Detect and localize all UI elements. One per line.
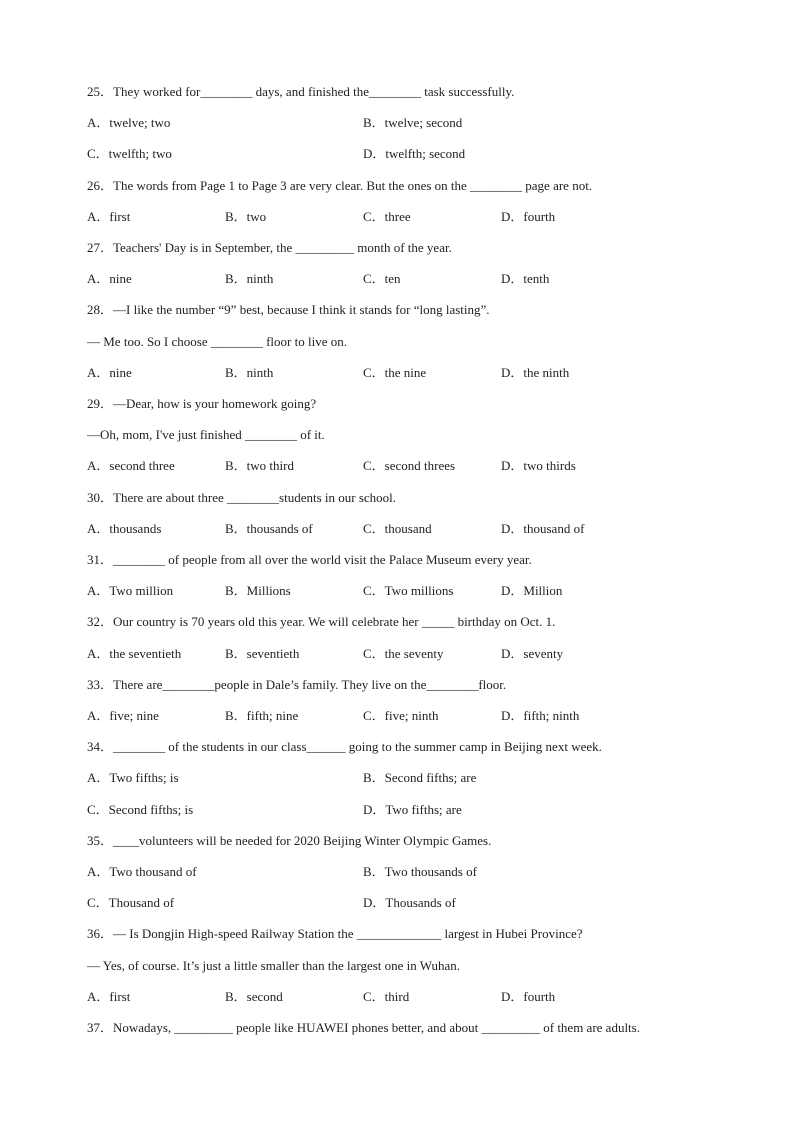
question-31-option: B．Millions	[225, 583, 291, 599]
question-30-option: D．thousand of	[501, 520, 585, 536]
question-32-option: A．the seventieth	[87, 645, 182, 661]
question-33-option: A．five; nine	[87, 708, 159, 723]
question-33-option: B．fifth; nine	[225, 708, 299, 723]
question-35-option: B．Two thousands of	[363, 864, 477, 879]
question-30-option: C．thousand	[363, 520, 432, 536]
question-32-stem-line: 32．Our country is 70 years old this year. We will celebrate her _____ birthday on Oct. 1.	[87, 614, 556, 630]
question-28-option: C．the nine	[363, 364, 427, 380]
question-29-stem-line: 29．—Dear, how is your homework going?	[87, 396, 317, 411]
question-33-option: D．fifth; ninth	[501, 708, 580, 723]
question-36-stem-line: — Yes, of course. It’s just a little smaller than the largest one in Wuhan.	[87, 957, 461, 973]
question-30-option: B．thousands of	[225, 520, 313, 536]
question-27-stem-line: 27．Teachers' Day is in September, the _________ month of the year.	[87, 240, 452, 255]
question-25-option: D．twelfth; second	[363, 146, 466, 162]
question-34-option: C．Second fifths; is	[87, 801, 194, 817]
question-25-option: B．twelve; second	[363, 115, 463, 131]
question-30-stem-line: 30．There are about three ________students in our school.	[87, 489, 397, 505]
question-29-option: A．second three	[87, 458, 175, 474]
question-36-option: D．fourth	[501, 988, 556, 1004]
question-29-stem-line: —Oh, mom, I've just finished ________ of it.	[87, 427, 325, 443]
question-34-option: A．Two fifths; is	[87, 770, 179, 786]
question-28-option: D．the ninth	[501, 364, 570, 380]
question-26-option: D．fourth	[501, 208, 556, 224]
question-31-stem-line: 31．________ of people from all over the world visit the Palace Museum every year.	[87, 552, 532, 567]
question-31-option: D．Million	[501, 583, 563, 599]
question-35-option: C．Thousand of	[87, 895, 175, 911]
question-36-option: B．second	[225, 988, 283, 1004]
question-26-stem-line: 26．The words from Page 1 to Page 3 are very clear. But the ones on the ________ page are not.	[87, 177, 593, 193]
question-32-option: B．seventieth	[225, 645, 300, 661]
question-32-option: C．the seventy	[363, 645, 444, 661]
question-36-stem-line: 36．— Is Dongjin High-speed Railway Station the _____________ largest in Hubei Province?	[87, 926, 583, 942]
question-27-option: B．ninth	[225, 271, 274, 287]
question-28-stem-line: 28．—I like the number “9” best, because I think it stands for “long lasting”.	[87, 302, 490, 318]
question-26-option: A．first	[87, 208, 131, 224]
question-25-option: A．twelve; two	[87, 115, 171, 131]
question-34-stem-line: 34．________ of the students in our class______ going to the summer camp in Beijing next week.	[87, 739, 602, 755]
question-36-option: C．third	[363, 988, 410, 1004]
question-30-option: A．thousands	[87, 520, 162, 536]
question-28-option: B．ninth	[225, 364, 274, 380]
question-31-option: C．Two millions	[363, 583, 454, 599]
question-25-stem-line: 25．They worked for________ days, and finished the________ task successfully.	[87, 84, 515, 99]
question-35-option: D．Thousands of	[363, 895, 456, 911]
question-26-option: B．two	[225, 208, 267, 224]
question-27-option: A．nine	[87, 271, 132, 287]
question-25-option: C．twelfth; two	[87, 146, 172, 162]
question-34-option: D．Two fifths; are	[363, 801, 462, 817]
question-26-option: C．three	[363, 208, 411, 224]
question-27-option: D．tenth	[501, 271, 550, 287]
question-34-option: B．Second fifths; are	[363, 770, 477, 786]
question-33-option: C．five; ninth	[363, 708, 439, 723]
question-33-stem-line: 33．There are________people in Dale’s family. They live on the________floor.	[87, 676, 507, 692]
question-28-stem-line: — Me too. So I choose ________ floor to live on.	[87, 333, 347, 349]
question-36-option: A．first	[87, 988, 131, 1004]
question-35-option: A．Two thousand of	[87, 864, 197, 879]
question-29-option: B．two third	[225, 458, 294, 474]
question-28-option: A．nine	[87, 364, 132, 380]
question-29-option: C．second threes	[363, 458, 456, 474]
question-37-stem-line: 37．Nowadays, _________ people like HUAWEI phones better, and about _________ of them are adults.	[87, 1020, 640, 1035]
question-29-option: D．two thirds	[501, 458, 576, 474]
question-35-stem-line: 35．____volunteers will be needed for 2020 Beijing Winter Olympic Games.	[87, 832, 492, 848]
question-31-option: A．Two million	[87, 583, 174, 599]
question-32-option: D．seventy	[501, 645, 564, 661]
question-27-option: C．ten	[363, 271, 401, 287]
